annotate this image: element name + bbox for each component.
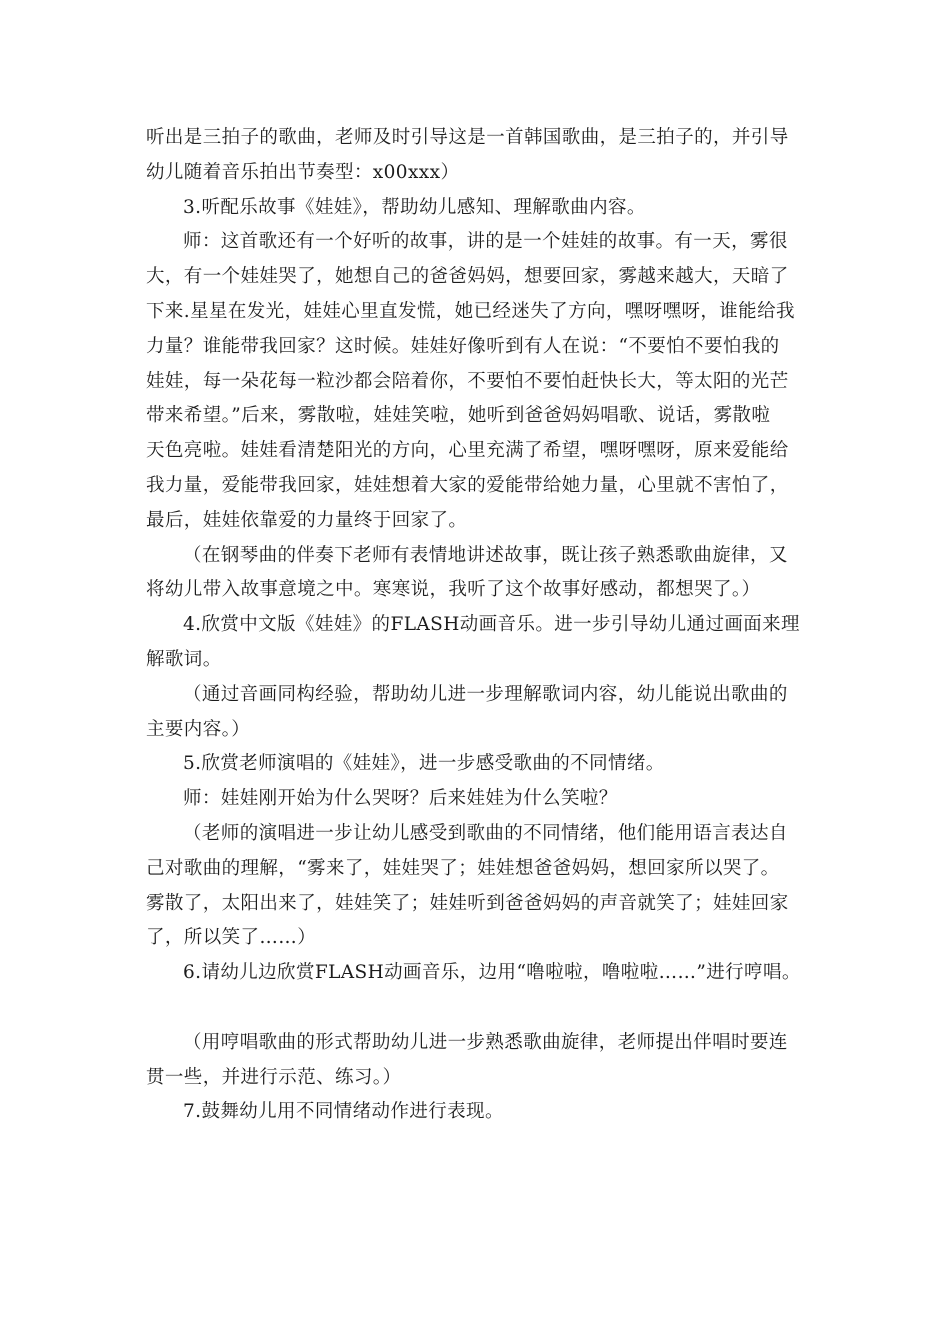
step-3-heading: 3.听配乐故事《娃娃》，帮助幼儿感知、理解歌曲内容。: [183, 196, 646, 218]
paragraph-continuation: 听出是三拍子的歌曲，老师及时引导这是一首韩国歌曲，是三拍子的，并引导 幼儿随着音乐拍出节奏型：x00xxx）: [146, 127, 789, 183]
story-note-paragraph: （在钢琴曲的伴奏下老师有表情地讲述故事，既让孩子熟悉歌曲旋律，又 将幼儿带入故事意境之中。寒寒说，我听了这个故事好感动，都想哭了。）: [146, 544, 788, 601]
step-5-note-paragraph: （老师的演唱进一步让幼儿感受到歌曲的不同情绪，他们能用语言表达自 己对歌曲的理解，“雾来了，娃娃哭了；娃娃想爸爸妈妈，想回家所以哭了。 雾散了，太阳出来了，娃娃笑了；娃娃听到爸爸妈妈的声音就笑了；娃娃回家 了，所以笑了……）: [146, 822, 789, 949]
step-7-heading: 7.鼓舞幼儿用不同情绪动作进行表现。: [183, 1101, 504, 1123]
blank-line: [146, 991, 808, 1026]
step-6-heading: 6.请幼儿边欣赏FLASH动画音乐，边用“噜啦啦，噜啦啦……”进行哼唱。: [183, 962, 801, 984]
step-4-heading: 4.欣赏中文版《娃娃》的FLASH动画音乐。进一步引导幼儿通过画面来理 解歌词。: [146, 614, 800, 670]
teacher-story-paragraph: 师：这首歌还有一个好听的故事，讲的是一个娃娃的故事。有一天，雾很 大，有一个娃娃哭了，她想自己的爸爸妈妈，想要回家，雾越来越大，天暗了 下来.星星在发光，娃娃心里直发慌，她已经迷失了方向，嘿呀嘿呀，谁能给我 力量？谁能带我回家？这时候。娃娃好像听到有人在说：“不要怕不要怕我的 娃娃，每一朵花每一粒沙都会陪着你，不要怕不要怕赶快长大，等太阳的光芒 带来希望。”后来，雾散啦，娃娃笑啦，她听到爸爸妈妈唱歌、说话，雾散啦 天色亮啦。娃娃看清楚阳光的方向，心里充满了希望，嘿呀嘿呀，原来爱能给 我力量，爱能带我回家，娃娃想着大家的爱能带给她力量，心里就不害怕了， 最后，娃娃依靠爱的力量终于回家了。: [146, 231, 795, 531]
teacher-question-paragraph: 师：娃娃刚开始为什么哭呀？后来娃娃为什么笑啦？: [183, 788, 618, 810]
step-6-note-paragraph: （用哼唱歌曲的形式帮助幼儿进一步熟悉歌曲旋律，老师提出伴唱时要连 贯一些，并进行示范、练习。）: [146, 1031, 788, 1088]
step-4-note-paragraph: （通过音画同构经验，帮助幼儿进一步理解歌词内容，幼儿能说出歌曲的 主要内容。）: [146, 683, 788, 740]
step-5-heading: 5.欣赏老师演唱的《娃娃》，进一步感受歌曲的不同情绪。: [183, 753, 665, 775]
document-body: [146, 121, 808, 1130]
